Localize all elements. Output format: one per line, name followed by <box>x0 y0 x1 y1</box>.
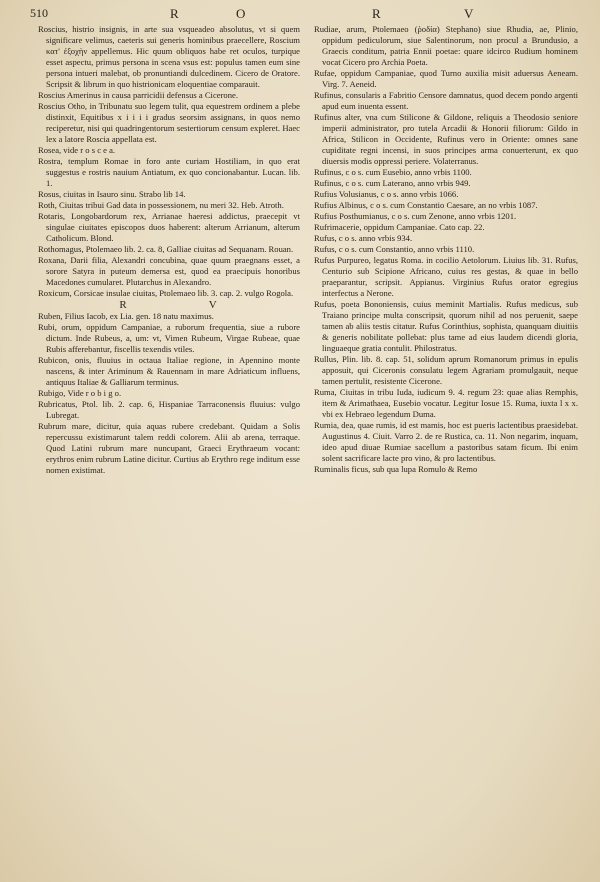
entry: Rosus, ciuitas in Isauro sinu. Strabo lib 14. <box>38 189 186 199</box>
entry: Rufinus, c o s. cum Laterano, anno vrbis 949. <box>314 178 471 188</box>
page-number: 510 <box>30 6 48 20</box>
entry: Rumia, dea, quae rumis, id est mamis, hoc est pueris lactentibus praesidebat. Augustinus 4. Ciuit. Varro 2. de re Rustica, ca. 11. Non negarim, inquam, ideo apud diuae Rumiae sacellum a pastoribus satam ficum. Ibi enim solent sacrificare lacte pro vino, & pro lactentibus. <box>314 420 578 463</box>
entry: Rudiae, arum, Ptolemaeo (ῥοδία) Stephano) siue Rhudia, ae, Plinio, oppidum pediculorum, siue Salentinorum, non procul a Brundusio, a Graecis conditum, patria Ennii poetae: quare idcirco Rudium hominem vocat Cicero pro Archia Poeta. <box>314 24 578 67</box>
entry: Rufius Posthumianus, c o s. cum Zenone, anno vrbis 1201. <box>314 211 517 221</box>
entry: Rufae, oppidum Campaniae, quod Turno auxilia misit aduersus Aeneam. Virg. 7. Aeneid. <box>314 68 578 89</box>
running-head-right-2: V <box>464 6 474 21</box>
entry: Rubi, orum, oppidum Campaniae, a ruborum frequentia, siue a rubore dictum. Inde Rubeus, a, um: vt, Vimen Rubeum, Virgae Rubeae, quae Rubis afferebantur, fiscellis texendis vtiles. <box>38 322 300 354</box>
entry: Rostra, templum Romae in foro ante curiam Hostiliam, in quo erat suggestus e rostris nauium Antiatum, ex quo concionabantur. Lucan. lib. 1. <box>38 156 300 188</box>
section-letter-1: R <box>119 299 129 311</box>
entry: Roth, Ciuitas tribui Gad data in possessionem, nu meri 32. Heb. Atroth. <box>38 200 284 210</box>
entry: Rubigo, Vide r o b i g o. <box>38 388 122 398</box>
entry: Ruben, Filius Iacob, ex Lia. gen. 18 natu maximus. <box>38 311 214 321</box>
entry: Rubicon, onis, fluuius in octaua Italiae regione, in Apennino monte nascens, & inter Ariminum & Rauennam in mare Adriaticum influens, antiquus Italiae & Galliarum terminus. <box>38 355 300 387</box>
entry: Rufinus alter, vna cum Stilicone & Gildone, reliquis a Theodosio seniore imperii administrator, pro tutela Arcadii & Honorii filiorum: Gildo in Africa, Stilicon in Occidente, Rufinus vero in Oriente: omnes sane cupiditate regni incensi, in suos principes arma conuerterunt, ex quo diuersis modis oppressi periere. Volaterranus. <box>314 112 578 166</box>
entry: Rufus Purpureo, legatus Roma. in cocilio Aetolorum. Liuius lib. 31. Rufus, Centurio sub Scipione Africano, cuius res gestas, & quae in bello praeparantur, scripsit. Appianus. Virginius Rufus orator egregius interfectus a Nerone. <box>314 255 578 298</box>
entry: Ruminalis ficus, sub qua lupa Romulo & Remo <box>314 464 478 474</box>
entry: Roxana, Darii filia, Alexandri concubina, quae quum praegnans esset, a sorore Satyra in puteum demersa est, quod ea praecipuis honoribus Macedones cumularet. Plutarchus in Alexandro. <box>38 255 300 287</box>
entry: Rufius Volusianus, c o s. anno vrbis 1066. <box>314 189 459 199</box>
entry: Rotaris, Longobardorum rex, Arrianae haeresi addictus, praecepit vt singulae ciuitates episcopos duos haberent: alterum Arrianum, alterum Catholicum. Blond. <box>38 211 300 243</box>
entry: Rufinus, consularis a Fabritio Censore damnatus, quod decem pondo argenti apud eum inuenta essent. <box>314 90 578 111</box>
entry: Rothomagus, Ptolemaeo lib. 2. ca. 8, Galliae ciuitas ad Sequanam. Rouan. <box>38 244 294 254</box>
page-header <box>0 6 600 26</box>
entry: Rufius Albinus, c o s. cum Constantio Caesare, an no vrbis 1087. <box>314 200 538 210</box>
section-letter-2: V <box>208 299 219 311</box>
entry: Rubrum mare, dicitur, quia aquas rubere credebant. Quidam a Solis repercussu existimarunt talem reddi colorem. Alii ab arena, terraque. Quod Latini rubrum mare nuncupant, Graeci Erythraeum vocant: erythros enim rubrum Latine dicitur. Curtius ab Erythro rege inditum esse nomen existimat. <box>38 421 300 475</box>
running-head-right-1: R <box>372 6 381 21</box>
running-head-left-2: O <box>236 6 246 21</box>
section-heading <box>38 299 300 311</box>
entry: Ruma, Ciuitas in tribu Iuda, iudicum 9. 4. regum 23: quae alias Remphis, item & Arimathaea, Eusebio vocatur. Legitur Iosue 15. Ruma, iuxta l x x. vbi ex Hebraeo legendum Duma. <box>314 387 578 419</box>
entry: Rullus, Plin. lib. 8. cap. 51, solidum aprum Romanorum primus in epulis apposuit, qui Ciceronis consulatu legem Agrariam promulgauit, neque tamen pertulit, resistente Cicerone. <box>314 354 578 386</box>
entry: Rufus, poeta Bononiensis, cuius meminit Martialis. Rufus medicus, sub Traiano principe multa conscripsit, quorum nihil ad nos peruenit, saepe tamen ab aliis testis citatur. Rufus Corinthius, sophista, quanquam diuitiis & generis nobilitate pollebat: plus tame ad eius laudem dicendi gloria, linguaeque gratia contulit. Philostratus. <box>314 299 578 353</box>
entry: Roscius, histrio insignis, in arte sua vsqueadeo absolutus, vt si quem significare velimus, caeteris sui generis hominibus praecellere, Roscium κατ' ἐξοχὴν appellemus. Hic quum obliquos habe ret oculos, turpique esset aspectu, primus persona in scena vsus est: populus tamen eum sine persona intueri malebat, ob pronuntiandi dulcedinem. Cicero de Oratore. Scripsit & librum in quo histrionicam eloquentiae comparauit. <box>38 24 300 89</box>
entry: Roscius Otho, in Tribunatu suo legem tulit, qua equestrem ordinem a plebe distinxit, Equitibus x i i i i gradus seorsim assignans, in quos nemo reciperetur, nisi qui quadringentorum sestertiorum censum expleret. Haec lex a latore Roscia appellata est. <box>38 101 300 144</box>
entry: Roscius Amerinus in causa parricidii defensus a Cicerone. <box>38 90 238 100</box>
entry: Rubricatus, Ptol. lib. 2. cap. 6, Hispaniae Tarraconensis fluuius: vulgo Lubregat. <box>38 399 300 420</box>
entry: Rufinus, c o s. cum Eusebio, anno vrbis 1100. <box>314 167 472 177</box>
left-column <box>38 24 300 476</box>
entry: Rufus, c o s. cum Constantio, anno vrbis 1110. <box>314 244 475 254</box>
entry: Roxicum, Corsicae insulae ciuitas, Ptolemaeo lib. 3. cap. 2. vulgo Rogola. <box>38 288 294 298</box>
running-head-left-1: R <box>170 6 180 21</box>
entry: Rosea, vide r o s c e a. <box>38 145 116 155</box>
right-column <box>314 24 578 475</box>
entry: Rufrimacerie, oppidum Campaniae. Cato cap. 22. <box>314 222 485 232</box>
entry: Rufus, c o s. anno vrbis 934. <box>314 233 413 243</box>
